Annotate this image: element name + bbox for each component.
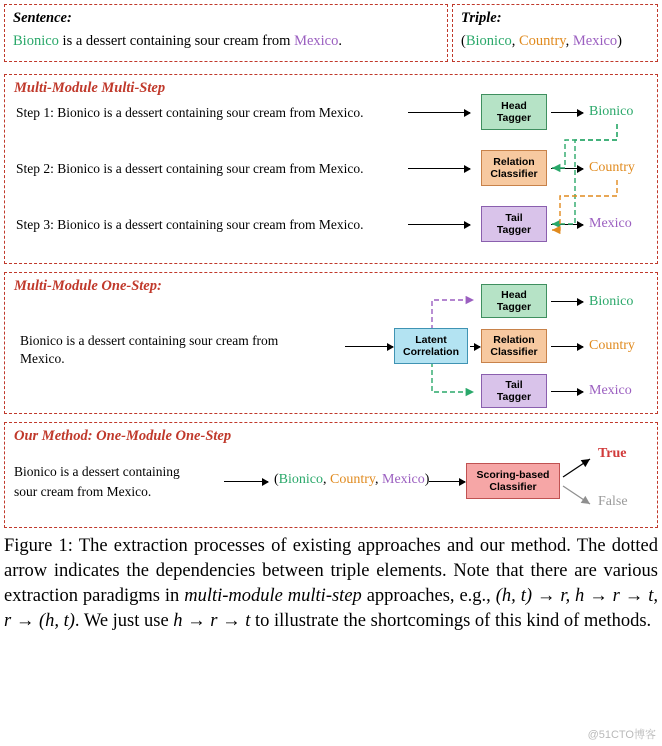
- mmos-head-tagger-line2: Tagger: [496, 301, 532, 313]
- sentence-token-mid: is a dessert containing sour cream from: [58, 33, 295, 49]
- our-method-sentence-line-1: Bionico is a dessert containing: [14, 464, 180, 479]
- mmos-latent-correlation-module: [394, 328, 468, 364]
- our-method-triple-sep-2: ,: [375, 472, 382, 487]
- mmos-latent-to-relation-arrow: [470, 346, 480, 347]
- triple-close-paren: ): [617, 33, 622, 49]
- sentence-panel: [4, 4, 448, 62]
- mmms-step-3-label: Step 3: Bionico is a dessert containing sour cream from Mexico.: [16, 217, 364, 232]
- mmms-step-1-output-arrow: [551, 112, 583, 113]
- mmms-step-3-output-arrow: [551, 224, 583, 225]
- watermark: @51CTO博客: [587, 729, 656, 741]
- mmos-relation-output-arrow: [551, 346, 583, 347]
- our-method-output-false: False: [598, 494, 628, 509]
- mmms-head-tagger-line1: Head: [501, 100, 527, 112]
- triple-relation: Country: [519, 33, 566, 49]
- mmos-latent-line1: Latent: [415, 334, 447, 346]
- mmos-relation-classifier-line1: Relation: [493, 334, 535, 346]
- triple-head: Bionico: [465, 33, 512, 49]
- triple-tail: Mexico: [572, 33, 618, 49]
- mmos-tail-tagger-line2: Tagger: [496, 391, 532, 403]
- mmos-relation-classifier-module: [481, 329, 547, 363]
- mmms-head-tagger-module: [481, 94, 547, 130]
- mmms-step-3-arrow: [408, 224, 470, 225]
- our-method-input-arrow: [224, 481, 268, 482]
- our-method-classifier-line1: Scoring-based: [476, 469, 550, 481]
- mmms-step-1-output: Bionico: [589, 104, 634, 119]
- caption-italic-1: multi-module multi-step: [184, 586, 362, 606]
- mmms-tail-tagger-line2: Tagger: [496, 224, 532, 236]
- mmos-head-output: Bionico: [589, 294, 634, 309]
- triple-title: Triple:: [461, 10, 502, 26]
- our-method-triple-head: Bionico: [278, 472, 324, 487]
- triple-panel: [452, 4, 658, 62]
- caption-text-3: . We just use: [74, 611, 174, 631]
- mmms-tail-tagger-module: [481, 206, 547, 242]
- triple-text: [461, 33, 622, 50]
- mmms-step-2-label: Step 2: Bionico is a dessert containing sour cream from Mexico.: [16, 161, 364, 176]
- our-method-triple-relation: Country: [330, 472, 375, 487]
- mmos-latent-line2: Correlation: [402, 346, 459, 358]
- mmos-tail-tagger-line1: Tail: [505, 379, 523, 391]
- mmms-step-2-output: Country: [589, 160, 635, 175]
- mmms-relation-classifier-line2: Classifier: [490, 168, 538, 180]
- caption-text-2: approaches, e.g.,: [361, 586, 496, 606]
- mmms-step-1-arrow: [408, 112, 470, 113]
- sentence-token-period: .: [338, 33, 342, 49]
- mmos-relation-classifier-line2: Classifier: [490, 346, 538, 358]
- caption-math-2: h → r → t: [173, 611, 251, 631]
- sentence-title: Sentence:: [13, 10, 72, 26]
- our-method-classifier-line2: Classifier: [489, 481, 537, 493]
- mmos-sentence-line-2: Mexico.: [20, 351, 65, 366]
- triple-sep-1: ,: [511, 33, 520, 49]
- triple-sep-2: ,: [565, 33, 573, 49]
- sentence-token-tail: Mexico: [294, 33, 339, 49]
- our-method-triple-arrow: [429, 481, 465, 482]
- mmos-tail-tagger-module: [481, 374, 547, 408]
- triple-open-paren: (: [461, 33, 466, 49]
- our-method-triple: [274, 472, 429, 488]
- mmos-head-tagger-line1: Head: [501, 289, 527, 301]
- mmos-section-title: Multi-Module One-Step:: [14, 278, 162, 294]
- caption-text-1: The extraction processes of existing approaches and our method. The dotted arrow indicates the dependencies between triple elements. Note that there are various extraction paradigms in: [4, 536, 658, 606]
- mmos-tail-output-arrow: [551, 391, 583, 392]
- our-method-section-title: Our Method: One-Module One-Step: [14, 428, 232, 444]
- caption-math-1: (h, t) → r, h → r → t, r → (h, t): [4, 586, 658, 631]
- figure-caption: [4, 534, 658, 634]
- our-method-output-true: True: [598, 446, 627, 461]
- mmms-step-1-label: Step 1: Bionico is a dessert containing sour cream from Mexico.: [16, 105, 364, 120]
- caption-prefix: Figure 1:: [4, 536, 73, 556]
- mmos-sentence-line-1: Bionico is a dessert containing sour cream from: [20, 333, 279, 348]
- our-method-triple-tail: Mexico: [382, 472, 425, 487]
- sentence-token-head: Bionico: [13, 33, 59, 49]
- mmos-relation-output: Country: [589, 338, 635, 353]
- mmms-step-2-output-arrow: [551, 168, 583, 169]
- mmms-relation-classifier-line1: Relation: [493, 156, 535, 168]
- mmos-input-arrow: [345, 346, 393, 347]
- mmos-head-tagger-module: [481, 284, 547, 318]
- mmms-step-3-output: Mexico: [589, 216, 632, 231]
- our-method-triple-open: (: [274, 472, 279, 487]
- sentence-text: [13, 33, 342, 50]
- mmms-step-2-arrow: [408, 168, 470, 169]
- mmos-head-output-arrow: [551, 301, 583, 302]
- our-method-triple-close: ): [424, 472, 430, 487]
- our-method-sentence-line-2: sour cream from Mexico.: [14, 484, 152, 499]
- our-method-triple-sep-1: ,: [323, 472, 331, 487]
- mmms-head-tagger-line2: Tagger: [496, 112, 532, 124]
- mmms-section-title: Multi-Module Multi-Step: [14, 80, 166, 96]
- mmos-tail-output: Mexico: [589, 383, 632, 398]
- caption-text-4: to illustrate the shortcomings of this kind of methods.: [250, 611, 652, 631]
- mmms-relation-classifier-module: [481, 150, 547, 186]
- mmms-tail-tagger-line1: Tail: [505, 212, 523, 224]
- our-method-scoring-classifier-module: [466, 463, 560, 499]
